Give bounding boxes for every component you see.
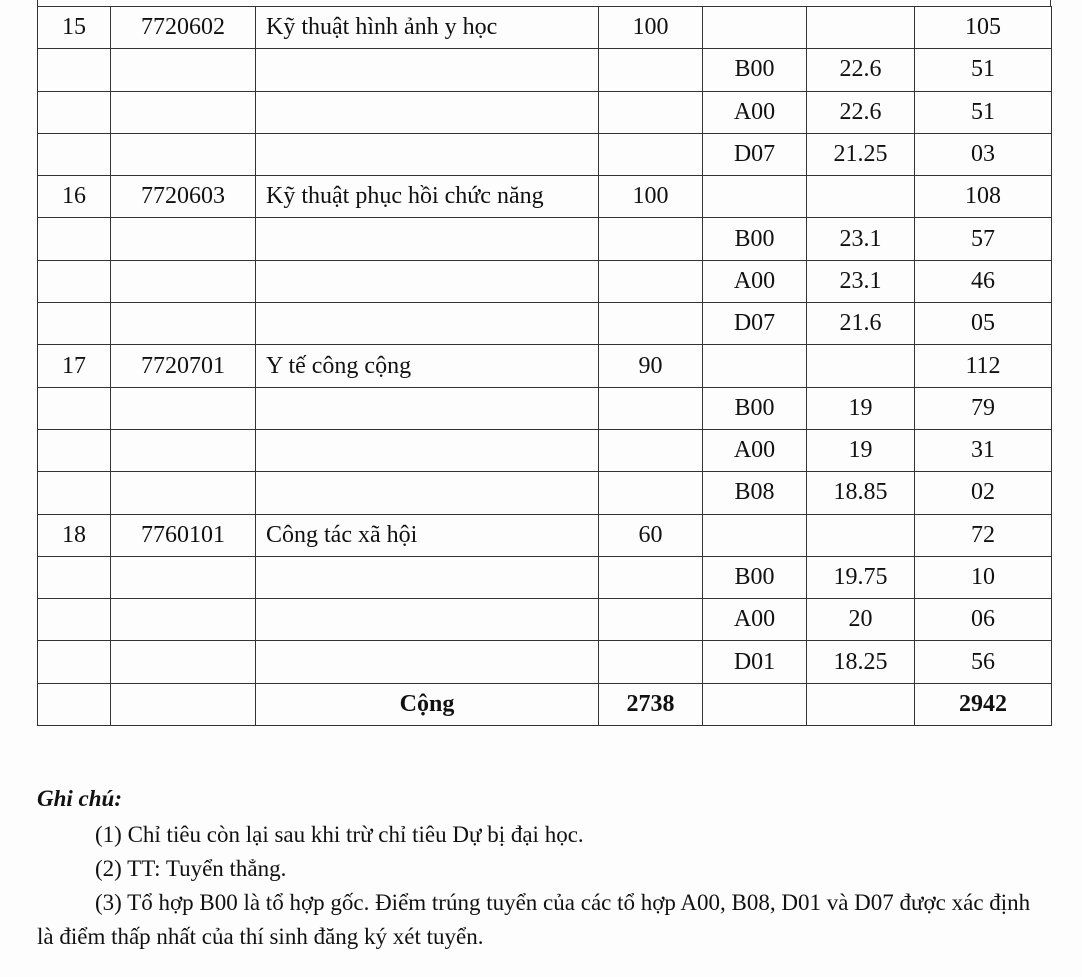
- total-count: 2942: [915, 683, 1052, 725]
- cell-major-name: [256, 260, 599, 302]
- cell-quota: [599, 556, 703, 598]
- cell-admitted-count: 79: [915, 387, 1052, 429]
- cell-major-name: [256, 303, 599, 345]
- cell-admission-score: [807, 345, 915, 387]
- cell-subject-combo: A00: [703, 599, 807, 641]
- cell-subject-combo: [703, 7, 807, 49]
- cell-quota: [599, 133, 703, 175]
- cell-stt: [38, 91, 111, 133]
- table-row: [38, 345, 1052, 387]
- cell-quota: 100: [599, 7, 703, 49]
- cell-admission-score: 22.6: [807, 91, 915, 133]
- total-code-cell: [111, 683, 256, 725]
- table-row: [38, 641, 1052, 683]
- cell-major-name: [256, 556, 599, 598]
- cell-admitted-count: 72: [915, 514, 1052, 556]
- cell-admitted-count: 51: [915, 49, 1052, 91]
- total-score-cell: [807, 683, 915, 725]
- cell-quota: [599, 218, 703, 260]
- cell-major-name: [256, 387, 599, 429]
- cell-subject-combo: D07: [703, 303, 807, 345]
- cell-subject-combo: A00: [703, 429, 807, 471]
- cell-stt: [38, 599, 111, 641]
- table-row: [38, 260, 1052, 302]
- cell-subject-combo: B08: [703, 472, 807, 514]
- notes-title: Ghi chú:: [37, 786, 122, 811]
- cell-admitted-count: 51: [915, 91, 1052, 133]
- table-row: [38, 133, 1052, 175]
- cell-subject-combo: [703, 176, 807, 218]
- cell-stt: 15: [38, 7, 111, 49]
- cell-admission-score: 19: [807, 387, 915, 429]
- cell-stt: [38, 429, 111, 471]
- cell-subject-combo: A00: [703, 91, 807, 133]
- cell-subject-combo: [703, 345, 807, 387]
- cell-major-code: 7720603: [111, 176, 256, 218]
- cell-admission-score: 20: [807, 599, 915, 641]
- cell-major-code: [111, 218, 256, 260]
- table-row: [38, 556, 1052, 598]
- cell-stt: [38, 556, 111, 598]
- cell-major-code: [111, 303, 256, 345]
- cell-stt: [38, 303, 111, 345]
- cell-major-name: [256, 429, 599, 471]
- cell-subject-combo: A00: [703, 260, 807, 302]
- cell-stt: [38, 472, 111, 514]
- cell-quota: [599, 303, 703, 345]
- cell-quota: [599, 49, 703, 91]
- cell-major-name: Kỹ thuật phục hồi chức năng: [256, 176, 599, 218]
- cell-quota: [599, 91, 703, 133]
- cell-major-code: [111, 387, 256, 429]
- table-row: [38, 429, 1052, 471]
- cell-admission-score: 21.25: [807, 133, 915, 175]
- total-quota: 2738: [599, 683, 703, 725]
- cell-stt: 18: [38, 514, 111, 556]
- cell-subject-combo: D01: [703, 641, 807, 683]
- total-stt-cell: [38, 683, 111, 725]
- cell-stt: [38, 387, 111, 429]
- cell-major-name: Y tế công cộng: [256, 345, 599, 387]
- cell-subject-combo: B00: [703, 556, 807, 598]
- cell-major-name: Kỹ thuật hình ảnh y học: [256, 7, 599, 49]
- cell-major-name: [256, 472, 599, 514]
- cell-quota: [599, 429, 703, 471]
- cell-major-code: [111, 556, 256, 598]
- total-label: Cộng: [256, 683, 599, 725]
- cell-admitted-count: 105: [915, 7, 1052, 49]
- total-row: [38, 683, 1052, 725]
- cell-admitted-count: 108: [915, 176, 1052, 218]
- cell-admission-score: 19.75: [807, 556, 915, 598]
- admissions-table: [37, 6, 1052, 726]
- cell-major-name: [256, 49, 599, 91]
- note-item-1: (1) Chỉ tiêu còn lại sau khi trừ chỉ tiêu Dự bị đại học.: [95, 822, 584, 847]
- cell-stt: [38, 260, 111, 302]
- cell-stt: [38, 641, 111, 683]
- cell-major-code: [111, 641, 256, 683]
- cell-major-name: Công tác xã hội: [256, 514, 599, 556]
- cell-admitted-count: 56: [915, 641, 1052, 683]
- cell-admitted-count: 46: [915, 260, 1052, 302]
- cell-admitted-count: 03: [915, 133, 1052, 175]
- table-row: [38, 472, 1052, 514]
- table-row: [38, 218, 1052, 260]
- cell-major-code: 7720701: [111, 345, 256, 387]
- cell-major-code: [111, 260, 256, 302]
- cell-admission-score: 23.1: [807, 218, 915, 260]
- note-item-3: (3) Tổ hợp B00 là tổ hợp gốc. Điểm trúng tuyển của các tổ hợp A00, B08, D01 và D07 được xác định là điểm thấp nhất của thí sinh đăng ký xét tuyển.: [37, 890, 1031, 949]
- notes-section: [37, 782, 1037, 954]
- cell-stt: 17: [38, 345, 111, 387]
- cell-major-code: [111, 91, 256, 133]
- cell-major-code: [111, 49, 256, 91]
- cell-admitted-count: 112: [915, 345, 1052, 387]
- cell-admission-score: 22.6: [807, 49, 915, 91]
- cell-admitted-count: 05: [915, 303, 1052, 345]
- table-row: [38, 7, 1052, 49]
- cell-admission-score: 19: [807, 429, 915, 471]
- cell-quota: [599, 260, 703, 302]
- cell-admitted-count: 06: [915, 599, 1052, 641]
- cell-major-name: [256, 133, 599, 175]
- cell-major-name: [256, 218, 599, 260]
- total-combo-cell: [703, 683, 807, 725]
- cell-subject-combo: B00: [703, 49, 807, 91]
- table-row: [38, 599, 1052, 641]
- cell-major-name: [256, 641, 599, 683]
- table-row: [38, 91, 1052, 133]
- cell-major-name: [256, 91, 599, 133]
- cell-admitted-count: 10: [915, 556, 1052, 598]
- cell-major-name: [256, 599, 599, 641]
- note-item-2: (2) TT: Tuyển thẳng.: [95, 856, 287, 881]
- table-row: [38, 514, 1052, 556]
- cell-admission-score: [807, 176, 915, 218]
- cell-stt: [38, 218, 111, 260]
- cell-admission-score: 18.85: [807, 472, 915, 514]
- cell-major-code: 7760101: [111, 514, 256, 556]
- cell-quota: 90: [599, 345, 703, 387]
- cell-quota: [599, 387, 703, 429]
- cell-major-code: [111, 133, 256, 175]
- table-row: [38, 49, 1052, 91]
- cell-major-code: [111, 429, 256, 471]
- table-row: [38, 387, 1052, 429]
- cell-quota: [599, 472, 703, 514]
- cell-subject-combo: D07: [703, 133, 807, 175]
- cell-subject-combo: [703, 514, 807, 556]
- admissions-table-body: [38, 7, 1052, 726]
- cell-admission-score: 23.1: [807, 260, 915, 302]
- cell-quota: [599, 641, 703, 683]
- cell-admission-score: 18.25: [807, 641, 915, 683]
- cell-stt: 16: [38, 176, 111, 218]
- cell-admitted-count: 31: [915, 429, 1052, 471]
- cell-admission-score: [807, 514, 915, 556]
- table-row: [38, 176, 1052, 218]
- cell-quota: [599, 599, 703, 641]
- cell-quota: 100: [599, 176, 703, 218]
- cell-major-code: [111, 472, 256, 514]
- cell-major-code: 7720602: [111, 7, 256, 49]
- cell-admitted-count: 57: [915, 218, 1052, 260]
- cell-subject-combo: B00: [703, 387, 807, 429]
- cell-quota: 60: [599, 514, 703, 556]
- cell-admitted-count: 02: [915, 472, 1052, 514]
- cell-stt: [38, 49, 111, 91]
- table-row: [38, 303, 1052, 345]
- cell-subject-combo: B00: [703, 218, 807, 260]
- cell-admission-score: 21.6: [807, 303, 915, 345]
- cell-major-code: [111, 599, 256, 641]
- cell-stt: [38, 133, 111, 175]
- cell-admission-score: [807, 7, 915, 49]
